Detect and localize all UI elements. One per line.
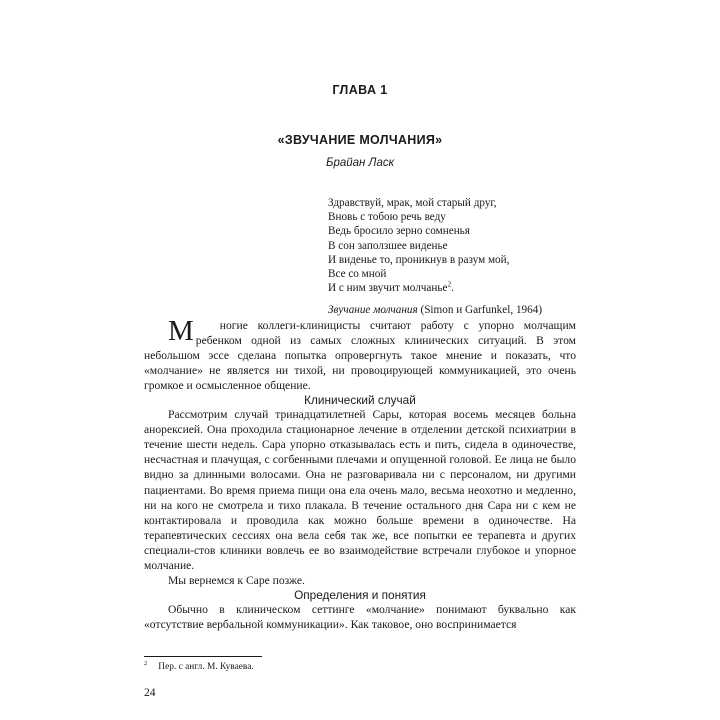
footnote-reference: 2	[447, 279, 452, 289]
section-heading-clinical-case: Клинический случай	[304, 393, 416, 408]
chapter-title: «ЗВУЧАНИЕ МОЛЧАНИЯ»	[277, 133, 443, 147]
clinical-case-paragraph-2: Мы вернемся к Саре позже.	[168, 574, 305, 588]
epigraph-source: (Simon и Garfunkel, 1964)	[417, 304, 543, 317]
footnote-area	[144, 656, 576, 673]
epigraph-line: Вновь с тобою речь веду	[328, 211, 446, 224]
drop-cap: М	[168, 314, 194, 347]
epigraph-line: Здравствуй, мрак, мой старый друг,	[328, 197, 497, 209]
lead-paragraph	[144, 314, 576, 393]
epigraph-last-text: И с ним звучит молчанье	[328, 282, 448, 295]
footnote-marker: 2	[144, 659, 148, 667]
definitions-paragraph-1: Обычно в клиническом сеттинге «молчание» понимают буквально как «отсутствие вербальной коммуникации». Как таковое, оно воспринимается	[144, 603, 576, 632]
epigraph-line: Ведь бросило зерно сомненья	[328, 225, 470, 238]
epigraph-line: Все со мной	[328, 268, 387, 281]
epigraph-work-title: Звучание молчания	[328, 304, 418, 317]
page-content	[144, 0, 576, 632]
chapter-label: ГЛАВА 1	[332, 83, 388, 97]
chapter-author: Брайан Ласк	[325, 157, 395, 169]
epigraph-block	[328, 196, 576, 318]
footnote-text: Пер. с англ. М. Куваева.	[158, 662, 254, 672]
section-heading-definitions: Определения и понятия	[294, 588, 426, 603]
epigraph-attribution	[328, 303, 576, 317]
clinical-case-paragraph-1: Рассмотрим случай тринадцатилетней Сары, которая восемь месяцев больна анорексией. Она проходила стационарное лечение в отделении детской психиатрии в течение шести недель. Сара упорно отказывалась есть и пить, сидела в одиночестве, несчастная и плачущая, с согбенными плечами и опущенной головой. Ее лица не было видно за длинными волосами. Она не разговаривала ни с персоналом, ни другими пациентами. Во время приема пищи она ела очень мало, весьма неохотно и медленно, ни на кого не смотрела и тихо плакала. В течение остального дня Сара ни с кем не контактировала и проводила как можно больше времени в одиночестве. На терапевтических сессиях она вела себя так же, все попытки ее терапевта и других специали-стов клиники вовлечь ее во взаимодействие встречали глубокое и упорное молчание.	[144, 408, 576, 573]
epigraph-line-last	[328, 281, 576, 295]
page-number: 24	[144, 686, 156, 699]
epigraph-line: И виденье то, проникнув в разум мой,	[328, 253, 510, 266]
lead-paragraph-text: ногие коллеги-клиницисты считают работу с упорно молчащим ребенком одной из самых сложных клинических ситуаций. В этом небольшом эссе сделана попытка опровергнуть такое мнение и показать, что «молчание» не является ни тихой, ни провоцирующей коммуникацией, это очень громкое и осмысленное общение.	[144, 318, 576, 392]
epigraph-last-tail: .	[451, 282, 454, 295]
epigraph-line: В сон заползшее виденье	[328, 239, 448, 252]
footnote-separator-rule	[144, 656, 262, 657]
footnote-entry	[144, 661, 576, 673]
